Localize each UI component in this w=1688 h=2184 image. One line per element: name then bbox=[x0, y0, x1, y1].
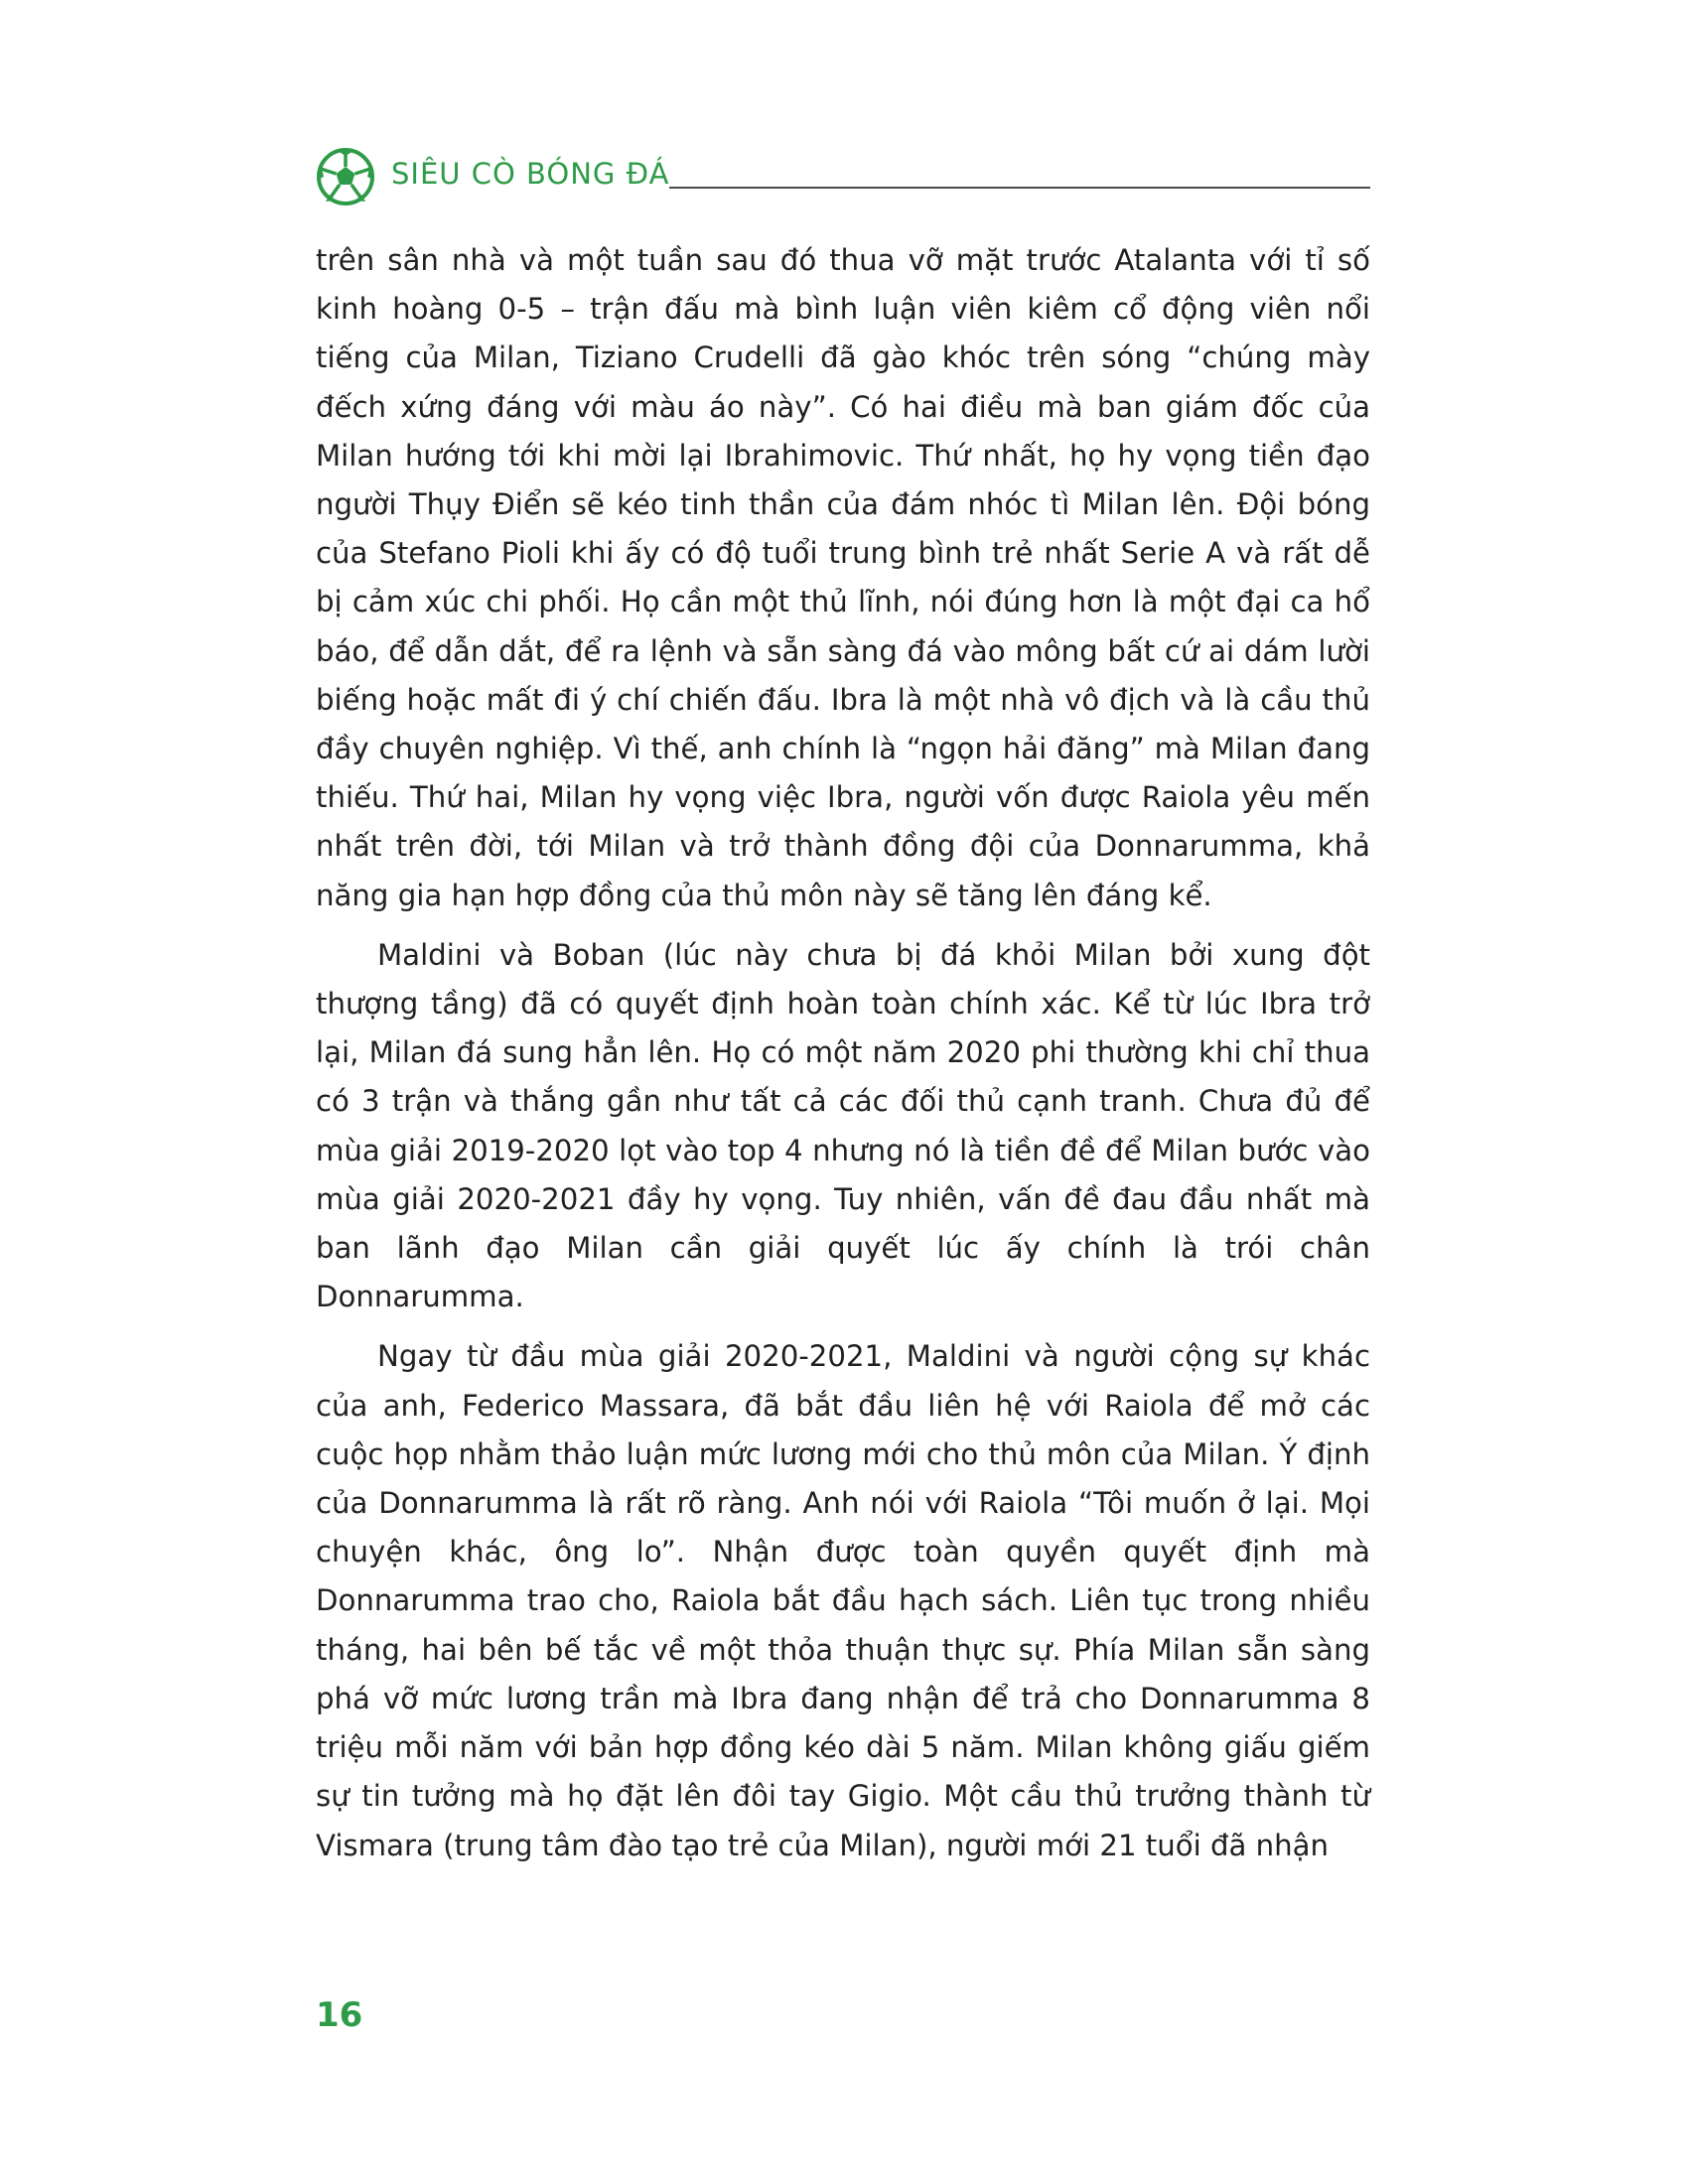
page-number: 16 bbox=[316, 1995, 363, 2035]
paragraph: trên sân nhà và một tuần sau đó thua vỡ mặt trước Atalanta với tỉ số kinh hoàng 0-5 – trận đấu mà bình luận viên kiêm cổ động viên nổi tiếng của Milan, Tiziano Crudelli đã gào khóc trên sóng “chúng mày đếch xứng đáng với màu áo này”. Có hai điều mà ban giám đốc của Milan hướng tới khi mời lại Ibrahimovic. Thứ nhất, họ hy vọng tiền đạo người Thụy Điển sẽ kéo tinh thần của đám nhóc tì Milan lên. Đội bóng của Stefano Pioli khi ấy có độ tuổi trung bình trẻ nhất Serie A và rất dễ bị cảm xúc chi phối. Họ cần một thủ lĩnh, nói đúng hơn là một đại ca hổ báo, để dẫn dắt, để ra lệnh và sẵn sàng đá vào mông bất cứ ai dám lười biếng hoặc mất đi ý chí chiến đấu. Ibra là một nhà vô địch và là cầu thủ đầy chuyên nghiệp. Vì thế, anh chính là “ngọn hải đăng” mà Milan đang thiếu. Thứ hai, Milan hy vọng việc Ibra, người vốn được Raiola yêu mến nhất trên đời, tới Milan và trở thành đồng đội của Donnarumma, khả năng gia hạn hợp đồng của thủ môn này sẽ tăng lên đáng kể. bbox=[316, 243, 1370, 912]
running-header bbox=[316, 145, 1370, 208]
paragraph: Maldini và Boban (lúc này chưa bị đá khỏi Milan bởi xung đột thượng tầng) đã có quyết định hoàn toàn chính xác. Kể từ lúc Ibra trở lại, Milan đá sung hẳn lên. Họ có một năm 2020 phi thường khi chỉ thua có 3 trận và thắng gần như tất cả các đối thủ cạnh tranh. Chưa đủ để mùa giải 2019-2020 lọt vào top 4 nhưng nó là tiền đề để Milan bước vào mùa giải 2020-2021 đầy hy vọng. Tuy nhiên, vấn đề đau đầu nhất mà ban lãnh đạo Milan cần giải quyết lúc ấy chính là trói chân Donnarumma. bbox=[316, 937, 1370, 1314]
soccer-ball-icon bbox=[316, 147, 375, 206]
book-title: SIÊU CÒ BÓNG ĐÁ bbox=[391, 157, 670, 191]
header-rule bbox=[669, 187, 1370, 189]
body-text bbox=[316, 236, 1370, 1870]
paragraph: Ngay từ đầu mùa giải 2020-2021, Maldini và người cộng sự khác của anh, Federico Massara, đã bắt đầu liên hệ với Raiola để mở các cuộc họp nhằm thảo luận mức lương mới cho thủ môn của Milan. Ý định của Donnarumma là rất rõ ràng. Anh nói với Raiola “Tôi muốn ở lại. Mọi chuyện khác, ông lo”. Nhận được toàn quyền quyết định mà Donnarumma trao cho, Raiola bắt đầu hạch sách. Liên tục trong nhiều tháng, hai bên bế tắc về một thỏa thuận thực sự. Phía Milan sẵn sàng phá vỡ mức lương trần mà Ibra đang nhận để trả cho Donnarumma 8 triệu mỗi năm với bản hợp đồng kéo dài 5 năm. Milan không giấu giếm sự tin tưởng mà họ đặt lên đôi tay Gigio. Một cầu thủ trưởng thành từ Vismara (trung tâm đào tạo trẻ của Milan), người mới 21 tuổi đã nhận bbox=[316, 1339, 1370, 1862]
